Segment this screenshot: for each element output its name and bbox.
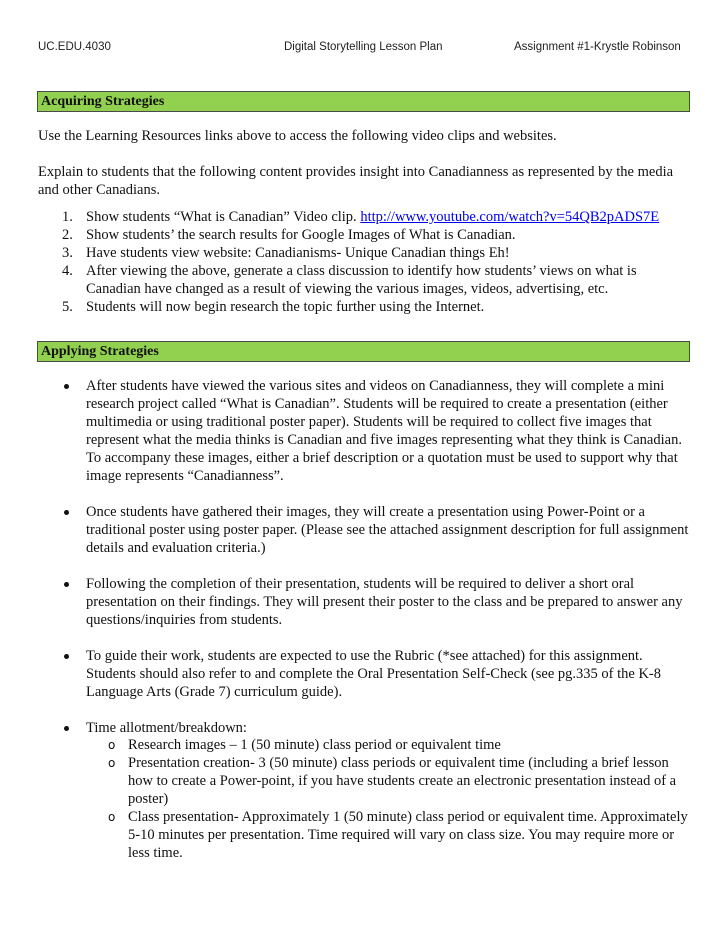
list-item <box>38 226 693 244</box>
list-number: 1. <box>62 209 73 225</box>
list-item-text: To guide their work, students are expected to use the Rubric (*see attached) for this assignment. Students should also refer to and complete the Oral Presentation Self-Check (see pg.335 of the K-8 Language Arts (Grade 7) curriculum guide). <box>86 648 662 700</box>
youtube-link[interactable]: http://www.youtube.com/watch?v=54QB2pADS7E <box>360 209 660 225</box>
hollow-circle-bullet-icon: o <box>108 756 116 770</box>
bullet-icon <box>64 384 69 389</box>
sub-list-item-text: Class presentation- Approximately 1 (50 minute) class period or equivalent time. Approximately 5-10 minutes per presentation. Time required will vary on class size. You may require more or less time. <box>128 809 688 861</box>
header-title: Digital Storytelling Lesson Plan <box>284 41 443 53</box>
list-item <box>38 719 693 737</box>
sub-list-item <box>38 808 693 862</box>
hollow-circle-bullet-icon: o <box>108 810 116 824</box>
acquiring-explanation: Explain to students that the following content provides insight into Canadianness as represented by the media and other Canadians. <box>38 164 674 198</box>
list-item <box>38 298 693 316</box>
list-item-text: Time allotment/breakdown: <box>86 720 247 736</box>
list-item-text: Show students’ the search results for Google Images of What is Canadian. <box>86 227 516 243</box>
sub-list-item <box>38 754 693 808</box>
list-number: 4. <box>62 263 73 279</box>
section-heading-applying: Applying Strategies <box>37 341 690 362</box>
sub-list-item-text: Research images – 1 (50 minute) class period or equivalent time <box>128 737 501 753</box>
sub-list-item <box>38 736 693 754</box>
header-course-code: UC.EDU.4030 <box>38 41 111 53</box>
list-item <box>38 503 693 557</box>
applying-bullet-list <box>38 377 693 755</box>
list-item-text: Once students have gathered their images, they will create a presentation using Power-Point or a traditional poster using poster paper. (Please see the attached assignment description for full assignment details and evaluation criteria.) <box>86 504 689 556</box>
list-number: 3. <box>62 245 73 261</box>
acquiring-intro: Use the Learning Resources links above to access the following video clips and websites. <box>38 128 557 144</box>
list-item-text: Have students view website: Canadianisms- Unique Canadian things Eh! <box>86 245 510 261</box>
bullet-icon <box>64 726 69 731</box>
acquiring-numbered-list <box>38 208 693 316</box>
bullet-icon <box>64 510 69 515</box>
list-number: 5. <box>62 299 73 315</box>
sub-list-item-text: Presentation creation- 3 (50 minute) class periods or equivalent time (including a brief lesson how to create a Power-point, if you have students create an electronic presentation instead of a poster) <box>128 755 677 807</box>
list-item <box>38 647 693 701</box>
list-item-text: Students will now begin research the topic further using the Internet. <box>86 299 485 315</box>
section-heading-acquiring: Acquiring Strategies <box>37 91 690 112</box>
list-item <box>38 377 693 485</box>
bullet-icon <box>64 582 69 587</box>
list-item <box>38 262 693 298</box>
list-item <box>38 244 693 262</box>
list-item <box>38 208 693 226</box>
list-number: 2. <box>62 227 73 243</box>
list-item-text: After viewing the above, generate a class discussion to identify how students’ views on what is Canadian have changed as a result of viewing the various images, videos, advertising, etc. <box>86 263 637 297</box>
list-item-text: After students have viewed the various sites and videos on Canadianness, they will complete a mini research project called “What is Canadian”. Students will be required to create a presentation (either multimedia or using traditional poster paper). Students will be required to collect five images that represent what the media thinks is Canadian and five images representing what they think is Canadian. To accompany these images, either a brief description or a quotation must be used to support why that image represents “Canadianness”. <box>86 378 682 484</box>
list-item-text: Following the completion of their presentation, students will be required to deliver a short oral presentation on their findings. They will present their poster to the class and be prepared to answer any questions/inquiries from students. <box>86 576 683 628</box>
time-breakdown-sublist <box>38 736 693 862</box>
header-assignment: Assignment #1-Krystle Robinson <box>514 41 681 53</box>
bullet-icon <box>64 654 69 659</box>
hollow-circle-bullet-icon: o <box>108 738 116 752</box>
list-item-text: Show students “What is Canadian” Video clip. <box>86 209 361 225</box>
list-item <box>38 575 693 629</box>
